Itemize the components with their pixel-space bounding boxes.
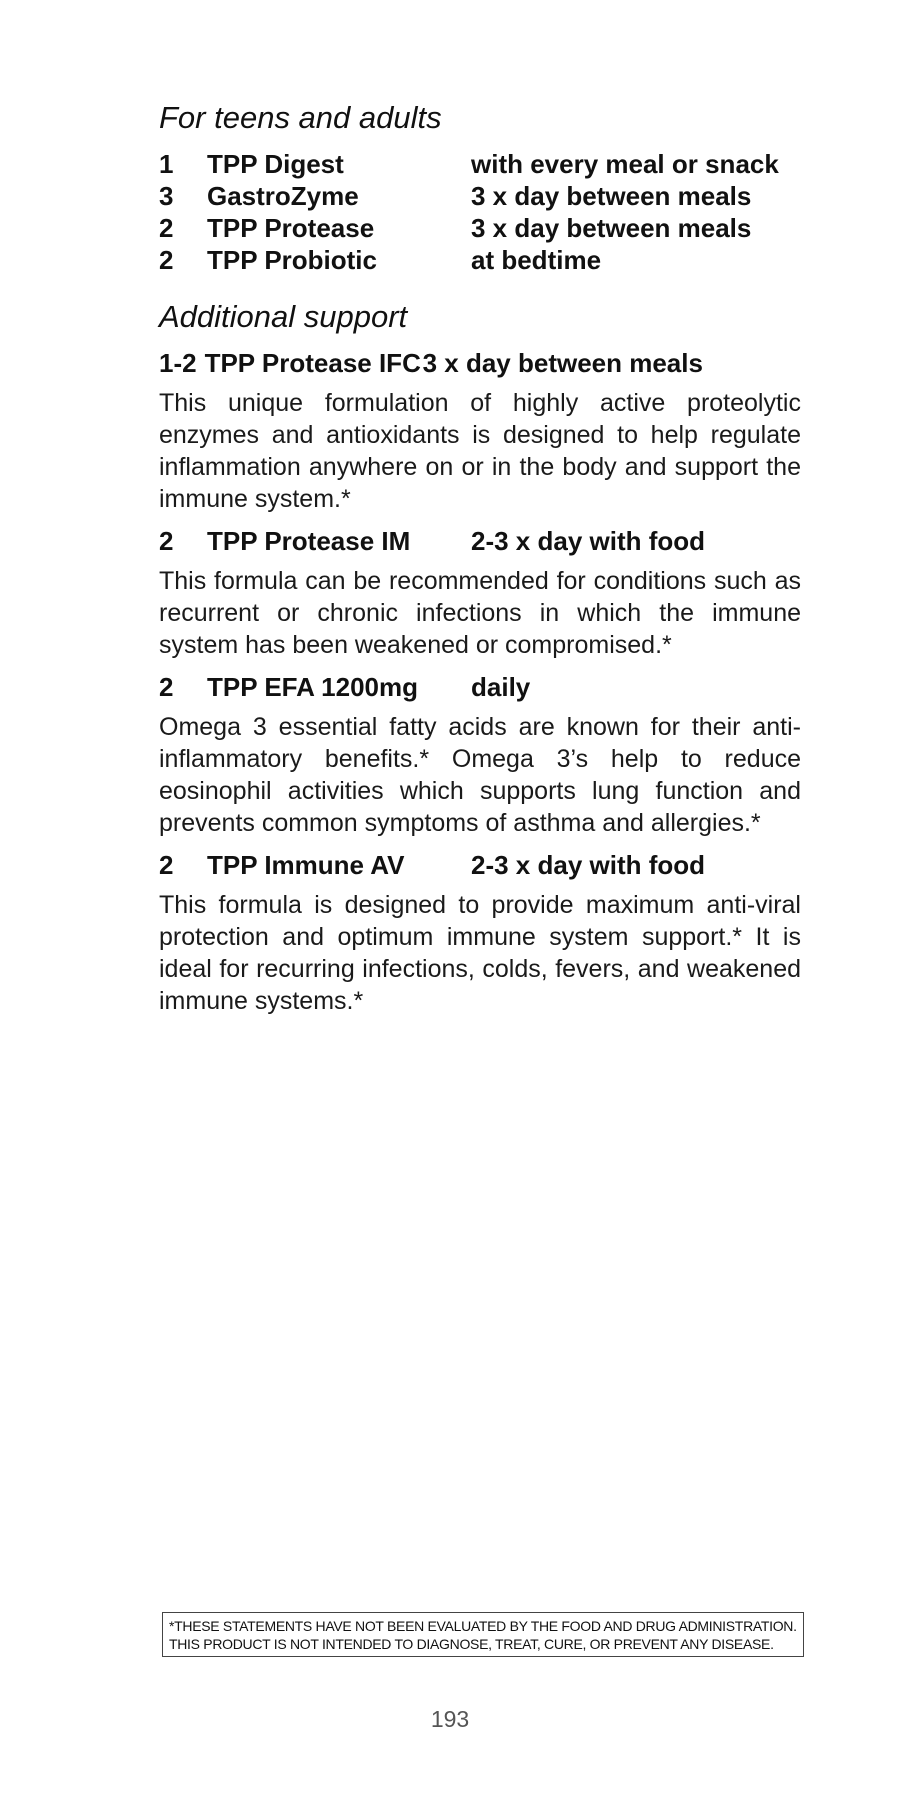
additional-support-list <box>159 347 801 1017</box>
item-dosage: at bedtime <box>471 245 602 275</box>
item-quantity: 3 <box>159 181 174 211</box>
supplement-description: Omega 3 essential fatty acids are known for their anti-inflammatory benefits.* Omega 3’s help to reduce eosinophil activities which supports lung function and prevents common symptoms of asthma and allergies.* <box>159 713 801 837</box>
list-item <box>159 180 801 212</box>
item-dosage: 3 x day between meals <box>422 348 703 378</box>
item-quantity: 2 <box>159 245 174 275</box>
supplement-description: This unique formulation of highly active proteolytic enzymes and antioxidants is designed to help regulate inflammation anywhere on or in the body and support the immune system.* <box>159 389 801 513</box>
supplement-heading <box>159 525 801 557</box>
item-name: TPP Protease IFC <box>204 348 421 378</box>
item-quantity: 2 <box>159 213 174 243</box>
supplement-heading <box>159 671 801 703</box>
supplement-heading <box>159 347 801 379</box>
item-dosage: 3 x day between meals <box>471 213 752 243</box>
item-quantity: 2 <box>159 850 174 880</box>
supplement-description: This formula is designed to provide maximum anti-viral protection and optimum immune system support.* It is ideal for recurring infections, colds, fevers, and weakened immune systems.* <box>159 891 801 1015</box>
section-title-teens-adults: For teens and adults <box>159 100 442 135</box>
item-dosage: 2-3 x day with food <box>471 850 706 880</box>
item-name: TPP Digest <box>207 149 344 179</box>
page-content <box>159 98 801 1023</box>
item-quantity: 1 <box>159 149 174 179</box>
item-quantity: 2 <box>159 526 174 556</box>
supplement-description: This formula can be recommended for conditions such as recurrent or chronic infections in which the immune system has been weakened or compromised.* <box>159 567 801 659</box>
disclaimer-line: THIS PRODUCT IS NOT INTENDED TO DIAGNOSE, TREAT, CURE, OR PREVENT ANY DISEASE. <box>169 1636 774 1652</box>
disclaimer-line: *THESE STATEMENTS HAVE NOT BEEN EVALUATED BY THE FOOD AND DRUG ADMINISTRATION. <box>169 1618 797 1634</box>
item-dosage: with every meal or snack <box>471 149 779 179</box>
fda-disclaimer-box <box>162 1612 804 1657</box>
supplement-heading <box>159 849 801 881</box>
item-name: GastroZyme <box>207 181 359 211</box>
item-quantity: 1-2 <box>159 348 197 378</box>
list-item <box>159 212 801 244</box>
list-item <box>159 148 801 180</box>
teens-adults-list <box>159 148 801 276</box>
item-name: TPP Probiotic <box>207 245 377 275</box>
item-quantity: 2 <box>159 672 174 702</box>
list-item <box>159 244 801 276</box>
item-name: TPP Protease <box>207 213 375 243</box>
section-title-additional-support: Additional support <box>159 299 408 334</box>
item-dosage: 2-3 x day with food <box>471 526 706 556</box>
item-name: TPP Immune AV <box>207 850 405 880</box>
page-number: 193 <box>430 1706 470 1732</box>
item-dosage: 3 x day between meals <box>471 181 752 211</box>
item-name: TPP Protease IM <box>207 526 411 556</box>
item-dosage: daily <box>471 672 531 702</box>
item-name: TPP EFA 1200mg <box>207 672 418 702</box>
